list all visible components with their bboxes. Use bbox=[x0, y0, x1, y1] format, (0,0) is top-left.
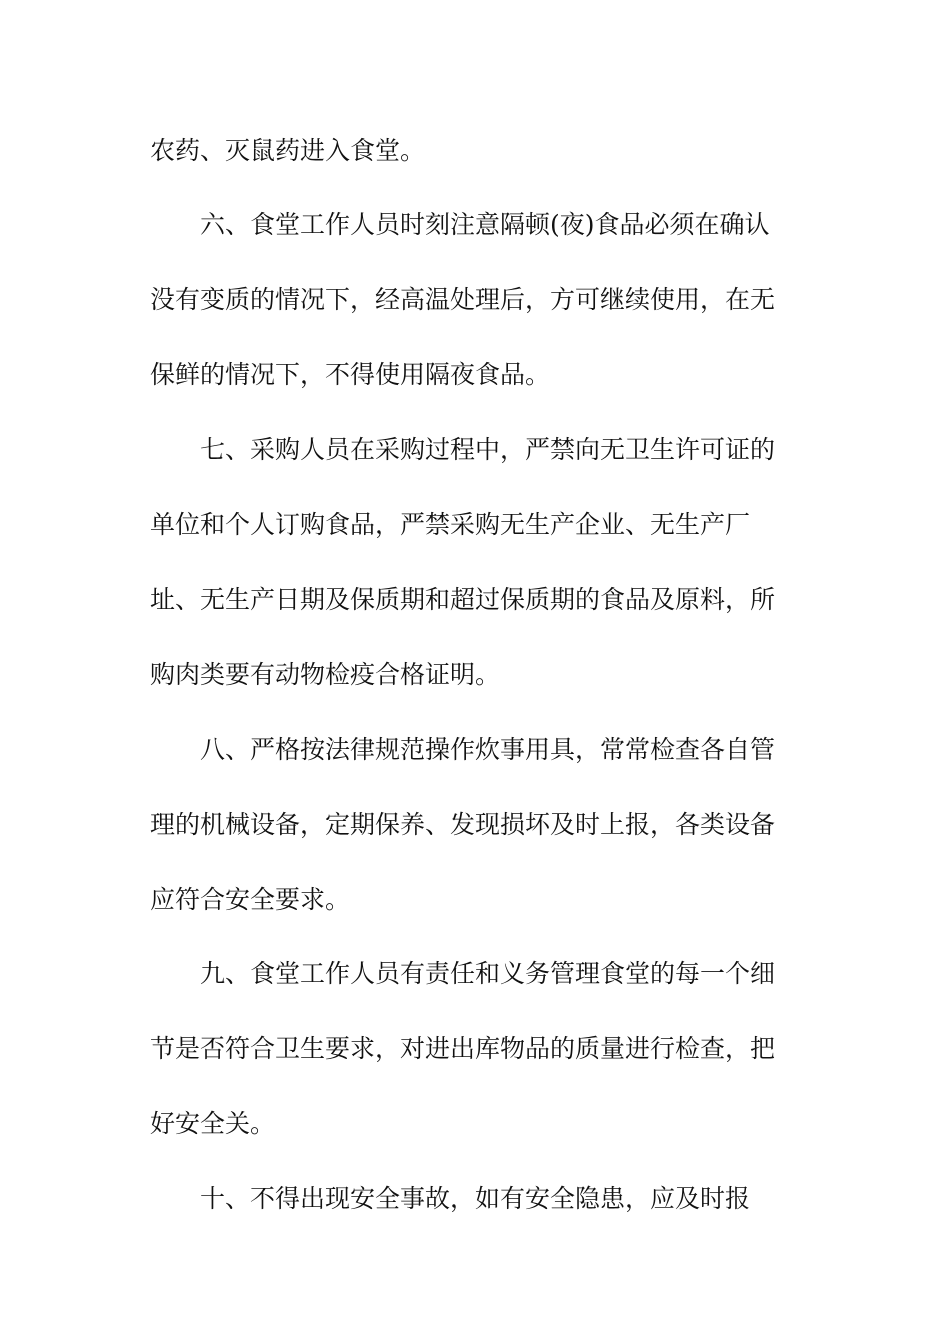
text-line-3: 没有变质的情况下，经高温处理后，方可继续使用，在无 bbox=[150, 285, 776, 314]
text-line-1: 农药、灭鼠药进入食堂。 bbox=[150, 136, 426, 165]
text-line-8: 购肉类要有动物检疫合格证明。 bbox=[150, 660, 501, 689]
text-line-12: 九、食堂工作人员有责任和义务管理食堂的每一个细 bbox=[200, 959, 776, 988]
text-line-10: 理的机械设备，定期保养、发现损坏及时上报，各类设备 bbox=[150, 810, 776, 839]
text-line-14: 好安全关。 bbox=[150, 1109, 276, 1138]
text-line-15: 十、不得出现安全事故，如有安全隐患，应及时报 bbox=[200, 1184, 751, 1213]
text-line-4: 保鲜的情况下，不得使用隔夜食品。 bbox=[150, 360, 551, 389]
text-line-9: 八、严格按法律规范操作炊事用具，常常检查各自管 bbox=[200, 735, 776, 764]
text-line-6: 单位和个人订购食品，严禁采购无生产企业、无生产厂 bbox=[150, 510, 751, 539]
text-line-7: 址、无生产日期及保质期和超过保质期的食品及原料，所 bbox=[150, 585, 776, 614]
text-line-5: 七、采购人员在采购过程中，严禁向无卫生许可证的 bbox=[200, 435, 776, 464]
text-line-2: 六、食堂工作人员时刻注意隔顿(夜)食品必须在确认 bbox=[200, 210, 770, 239]
text-line-13: 节是否符合卫生要求，对进出库物品的质量进行检查，把 bbox=[150, 1034, 776, 1063]
text-line-11: 应符合安全要求。 bbox=[150, 885, 351, 914]
